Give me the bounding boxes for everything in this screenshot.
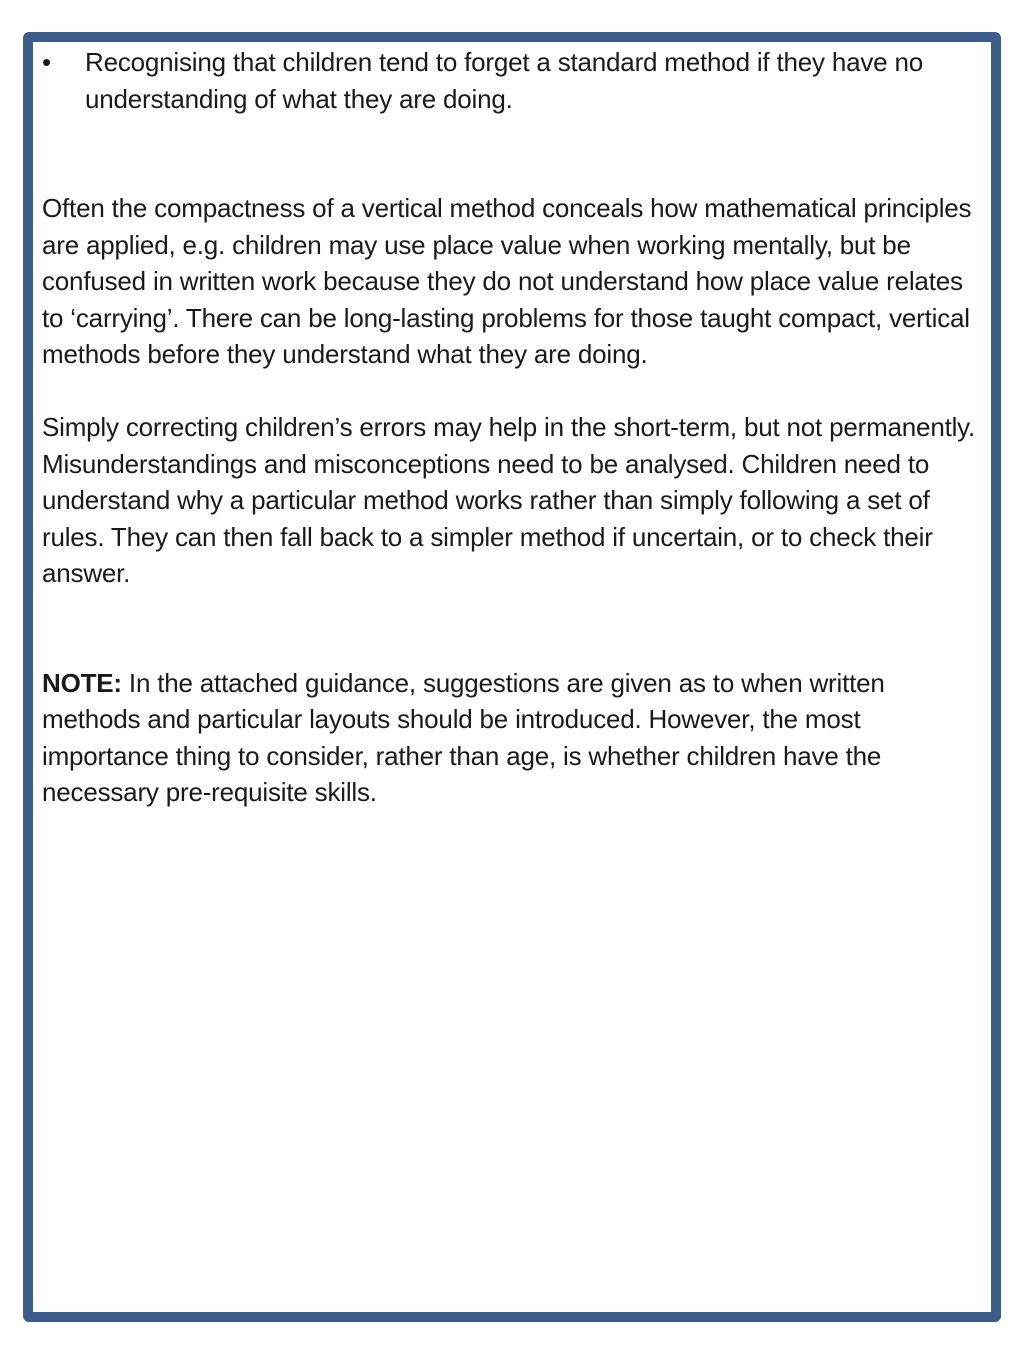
- bullet-text: Recognising that children tend to forget a standard method if they have no understanding of what they are doing.: [85, 47, 923, 114]
- note-label: NOTE:: [42, 667, 122, 698]
- note-text: In the attached guidance, suggestions are given as to when written methods and particular layouts should be introduced. However, the most importance thing to consider, rather than age, is whether children have the necessary pre-requisite skills.: [42, 667, 885, 807]
- document-body: [42, 44, 992, 811]
- paragraph-compactness: Often the compactness of a vertical method conceals how mathematical principles are applied, e.g. children may use place value when working mentally, but be confused in written work because they do not understand how place value relates to ‘carrying’. There can be long-lasting problems for those taught compact, vertical methods before they understand what they are doing.: [42, 193, 972, 369]
- bullet-item: [42, 44, 992, 117]
- bullet-marker: •: [42, 47, 51, 77]
- paragraph-correcting-errors: Simply correcting children’s errors may help in the short-term, but not permanently. Misunderstandings and misconceptions need to be analysed. Children need to understand why a particular method works rather than simply following a set of rules. They can then fall back to a simpler method if uncertain, or to check their answer.: [42, 412, 976, 588]
- note-paragraph: [42, 665, 972, 811]
